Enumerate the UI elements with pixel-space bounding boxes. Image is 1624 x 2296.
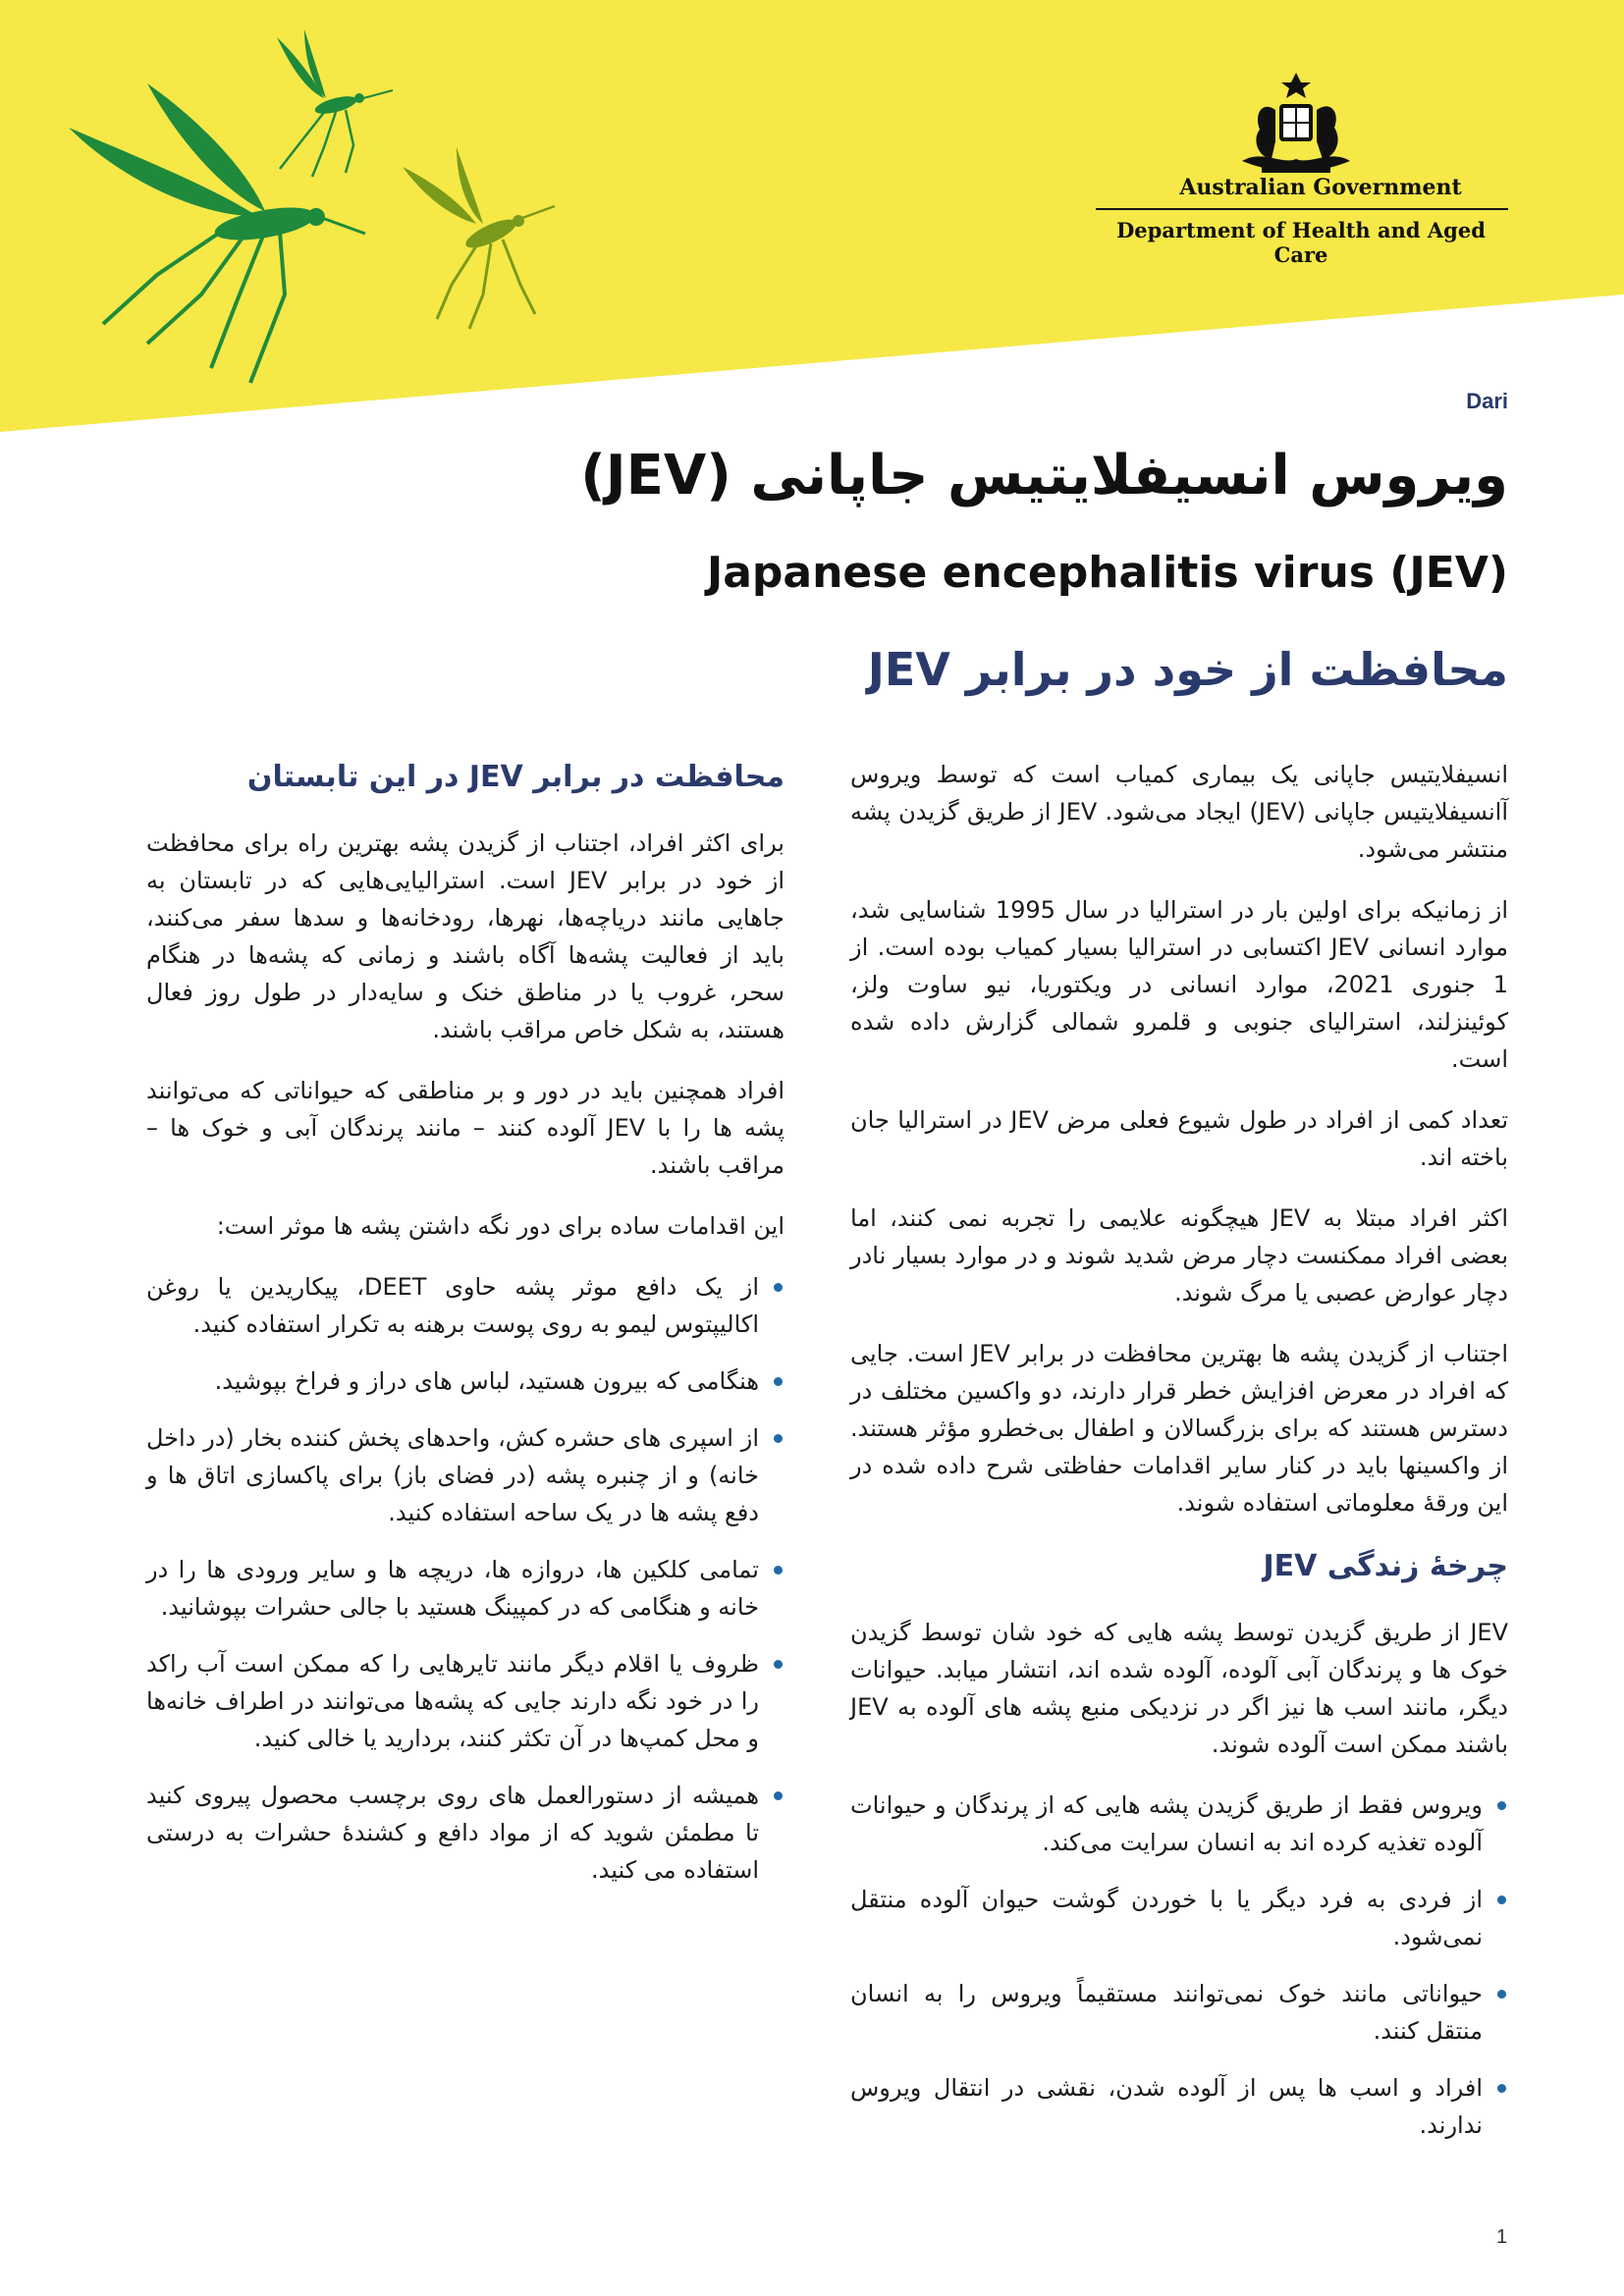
protection-paragraph: برای اکثر افراد، اجتناب از گزیدن پشه بهترین راه برای محافظت از خود در برابر JEV است. استرالیایی‌هایی که در تابستان به جاهایی مانند دریاچه‌ها، نهرها، رودخانه‌ها و سدها سفر می‌کنند، باید از فعالیت پشه‌ها آگاه باشند و زمانی که پشه‌ها در هنگام سحر، غروب یا در مناطق خنک و سایه‌دار در طول روز فعال هستند، به شکل خاص مراقب باشند. [146,829,785,1043]
left-column [146,756,785,1908]
list-item: ظروف یا اقلام دیگر مانند تایرهایی را که ممکن است آب راکد را در خود نگه دارند جایی که پشه‌ها می‌توانند در اطراف خانه‌ها و محل کمپ‌ها در آن تکثر کنند، بردارید یا خالی کنید. [146,1645,785,1757]
measures-intro: این اقدامات ساده برای دور نگه داشتن پشه ها موثر است: [216,1212,785,1240]
logo-divider [1096,208,1508,210]
government-name: Australian Government [1179,175,1462,200]
deaths-paragraph: تعداد کمی از افراد در طول شیوع فعلی مرض JEV در استرالیا جان باخته اند. [850,1106,1509,1171]
mosquito-large-icon [69,83,365,383]
measures-list [146,1268,785,1889]
bullet-icon [774,1660,783,1669]
list-item: از یک دافع موثر پشه حاوی DEET، پیکاریدین یا روغن اکالیپتوس لیمو به روی پوست برهنه به تکرار استفاده کنید. [146,1268,785,1343]
list-item: از فردی به فرد دیگر یا با خوردن گوشت حیوان آلوده منتقل نمی‌شود. [850,1881,1508,1955]
bullet-icon [1497,1801,1506,1810]
symptoms-paragraph: اکثر افراد مبتلا به JEV هیچگونه علایمی را تجربه نمی کنند، اما بعضی افراد ممکنست دچار مرض شدید شوند و در موارد بسیار نادر دچار عوارض عصبی یا مرگ شوند. [850,1204,1508,1307]
page-title-dari: ویروس انسیفلایتیس جاپانی (JEV) [580,444,1508,507]
list-item: حیواناتی مانند خوک نمی‌توانند مستقیماً ویروس را به انسان منتقل کنند. [850,1975,1508,2050]
coat-of-arms-icon [1232,71,1360,179]
mosquito-olive-icon [403,147,555,329]
bullet-icon [774,1434,783,1443]
lifecycle-list [850,1787,1508,2144]
list-item: ویروس فقط از طریق گزیدن پشه هایی که از پرندگان و حیوانات آلوده تغذیه کرده اند به انسان سرایت می‌کند. [850,1787,1508,1861]
right-column [850,756,1508,2163]
protection-heading: محافظت در برابر JEV در این تابستان [246,760,785,794]
page-number: 1 [1496,2226,1508,2248]
intro-paragraph: انسیفلایتیس جاپانی یک بیماری کمیاب است که توسط ویروس آانسیفلایتیس جاپانی (JEV) ایجاد می‌شود. JEV از طریق گزیدن پشه منتشر می‌شود. [850,761,1509,863]
lifecycle-heading: چرخۀ زندگی JEV [1263,1549,1508,1583]
list-item: همیشه از دستورالعمل های روی برچسب محصول پیروی کنید تا مطمئن شوید که از مواد دافع و کشندۀ حشرات به درستی استفاده می کنید. [146,1777,785,1889]
mosquito-small-top-icon [277,29,393,177]
page-title-english: Japanese encephalitis virus (JEV) [706,548,1508,598]
bullet-icon [774,1791,783,1800]
bullet-icon [1497,2084,1506,2093]
bullet-icon [774,1283,783,1292]
list-item: از اسپری های حشره کش، واحدهای پخش کننده بخار (در داخل خانه) و از چنبره پشه (در فضای باز) برای پاکسازی اتاق ها و دفع پشه ها در یک ساحه استفاده کنید. [146,1419,785,1531]
page-subtitle: محافظت از خود در برابر JEV [867,643,1508,696]
bullet-icon [1497,1896,1506,1904]
history-paragraph: از زمانیکه برای اولین بار در استرالیا در سال 1995 شناسایی شد، موارد انسانی JEV اکتسابی در استرالیا بسیار کمیاب بوده است. از 1 جنوری 2021، موارد انسانی در ویکتوریا، نیو ساوت ولز، کوئینزلند، استرالیای جنوبی و قلمرو شمالی گزارش داده شده است. [850,896,1509,1073]
bullet-icon [774,1566,783,1575]
department-name: Department of Health and Aged Care [1116,218,1486,267]
list-item: تمامی کلکین ها، دروازه ها، دریچه ها و سایر ورودی ها را در خانه و هنگامی که در کمپینگ هستید با جالی حشرات بپوشانید. [146,1551,785,1626]
lifecycle-paragraph: JEV از طریق گزیدن توسط پشه هایی که خود شان توسط گزیدن خوک ها و پرندگان آبی آلوده، آلوده شده اند، انتشار میابد. حیوانات دیگر، مانند اسب ها نیز اگر در نزدیکی منبع پشه های آلوده به JEV باشند ممکن است آلوده شوند. [850,1619,1508,1758]
bullet-icon [1497,1990,1506,1999]
language-label: Dari [1466,389,1508,413]
government-logo [1090,71,1512,267]
list-item: هنگامی که بیرون هستید، لباس های دراز و فراخ بپوشید. [146,1362,785,1400]
vaccine-paragraph: اجتناب از گزیدن پشه ها بهترین محافظت در برابر JEV است. جایی که افراد در معرض افزایش خطر قرار دارند، دو واکسین مختلف در دسترس هستند که برای بزرگسالان و اطفال بی‌خطرو مؤثر هستند. از واکسینها باید در کنار سایر اقدامات حفاظتی شرح داده شده در این ورقۀ معلوماتی استفاده شوند. [850,1340,1508,1517]
list-item: افراد و اسب ها پس از آلوده شدن، نقشی در انتقال ویروس ندارند. [850,2069,1508,2144]
animals-paragraph: افراد همچنین باید در دور و بر مناطقی که حیواناتی که می‌توانند پشه ها را با JEV آلوده کنند – مانند پرندگان آبی و خوک ها – مراقب باشند. [146,1077,785,1179]
bullet-icon [774,1377,783,1386]
mosquito-illustration [0,0,668,412]
